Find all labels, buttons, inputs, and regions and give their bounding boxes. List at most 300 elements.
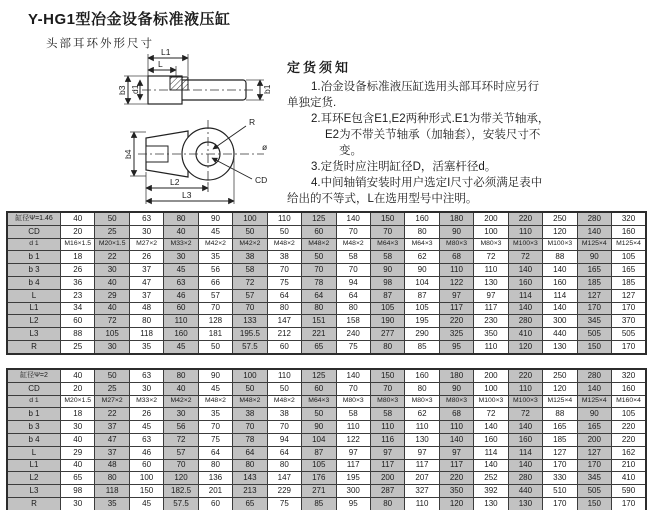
table-cell: 345 [577,315,611,328]
table-cell: 110 [474,340,508,353]
table-cell: 60 [267,340,301,353]
table-cell: 195 [405,315,439,328]
table-cell: 23 [61,289,95,302]
table-cell: 182.5 [164,485,198,498]
table-cell: 220 [508,369,542,382]
table-cell: 26 [61,264,95,277]
table-cell: 280 [508,472,542,485]
table-cell: 68 [439,251,473,264]
dim-label-b3: b3 [117,85,127,95]
table-cell: 40 [164,225,198,238]
table-cell: 195.5 [233,328,267,341]
table-cell: M16×1.5 [61,238,95,251]
table-cell: 180 [439,369,473,382]
table-cell: 180 [439,212,473,225]
table-cell: 160 [164,328,198,341]
table-cell: 117 [336,459,370,472]
table-cell: 64 [336,289,370,302]
table-cell: 62 [405,251,439,264]
table-cell: 70 [336,225,370,238]
table-cell: 57 [164,446,198,459]
row-label: b 1 [7,251,61,264]
table-cell: 50 [233,382,267,395]
table-cell: 220 [508,212,542,225]
table-cell: 50 [267,382,301,395]
table-cell: 125 [302,212,336,225]
notice-line: 1.冶金设备标准液压缸选用头部耳环时应另行 [311,81,540,93]
table-cell: 87 [405,289,439,302]
table-cell: 60 [129,459,163,472]
table-cell: 327 [405,485,439,498]
table-cell: 105 [405,302,439,315]
table-cell: M100×3 [474,395,508,408]
row-label: b 4 [7,276,61,289]
table-cell: 200 [370,472,404,485]
table-cell: 410 [612,472,647,485]
table-cell: 72 [95,315,129,328]
dim-label-d1: d1 [130,84,140,94]
row-label: b 1 [7,408,61,421]
table-cell: 30 [61,421,95,434]
table-cell: 63 [129,433,163,446]
table-cell: 280 [508,315,542,328]
table-cell: 170 [612,302,647,315]
table-row [7,382,646,395]
table-cell: 176 [302,472,336,485]
dim-label-b1: b1 [262,84,272,94]
table-cell: M80×3 [336,395,370,408]
table-cell: 50 [95,369,129,382]
table-cell: 140 [508,421,542,434]
table-cell: 170 [612,497,647,510]
table-cell: 150 [577,340,611,353]
table-cell: 195 [336,472,370,485]
table-cell: 118 [95,485,129,498]
table-cell: 45 [198,382,232,395]
table-cell: 30 [129,225,163,238]
table-cell: 88 [543,251,577,264]
table-cell: 170 [543,459,577,472]
row-label: L3 [7,328,61,341]
table-cell: 110 [164,315,198,328]
table-cell: 50 [95,212,129,225]
table-row [7,315,646,328]
table-cell: 127 [577,446,611,459]
table-cell: 190 [370,315,404,328]
table-cell: 62 [405,408,439,421]
table-cell: 40 [95,276,129,289]
table-cell: 25 [61,340,95,353]
table-cell: 78 [302,276,336,289]
row-label: L1 [7,302,61,315]
table-cell: 70 [267,264,301,277]
table-cell: 56 [198,264,232,277]
table-cell: 75 [336,340,370,353]
table-cell: 72 [233,276,267,289]
table-cell: 117 [439,302,473,315]
table-cell: 510 [543,485,577,498]
table-cell: 114 [474,446,508,459]
table-cell: 97 [439,289,473,302]
table-cell: 110 [508,382,542,395]
table-cell: 40 [164,382,198,395]
notice-line: 4.中间轴销安装时用户选定I尺寸必须满足表中 [311,177,543,189]
table-cell: 64 [267,446,301,459]
dim-label-cd: CD [255,175,268,185]
table-cell: 116 [370,433,404,446]
table-cell: 110 [439,421,473,434]
table-cell: 63 [129,369,163,382]
table-cell: 63 [129,212,163,225]
table-cell: 128 [198,315,232,328]
table-cell: 48 [129,302,163,315]
table-cell: 140 [543,302,577,315]
table-cell: 185 [577,276,611,289]
table-cell: 125 [302,369,336,382]
table-row [7,264,646,277]
table-cell: 130 [543,340,577,353]
table-cell: 136 [198,472,232,485]
table-cell: 590 [612,485,647,498]
table-cell: 210 [612,459,647,472]
table-cell: 150 [577,497,611,510]
row-label: L2 [7,472,61,485]
table-cell: 35 [129,340,163,353]
table-cell: 140 [439,433,473,446]
table-cell: 50 [267,225,301,238]
row-label: b 3 [7,264,61,277]
table-cell: 50 [233,225,267,238]
eye-ring-drawing [50,46,300,208]
table-cell: 29 [61,446,95,459]
table-cell: 72 [474,251,508,264]
table-cell: 104 [405,276,439,289]
table-cell: 70 [164,459,198,472]
table-cell: 38 [233,408,267,421]
header-row [7,369,646,382]
table-cell: 47 [129,276,163,289]
table-cell: 181 [198,328,232,341]
table-cell: 50 [198,340,232,353]
table-cell: 127 [577,289,611,302]
table-cell: M48×2 [336,238,370,251]
table-cell: 130 [508,497,542,510]
table-cell: M160×4 [612,395,647,408]
table-cell: 160 [508,433,542,446]
table-cell: 80 [164,212,198,225]
table-cell: 98 [370,276,404,289]
table-cell: 280 [577,212,611,225]
table-cell: 40 [95,302,129,315]
table-cell: M48×2 [198,395,232,408]
table-cell: 252 [474,472,508,485]
table-cell: 30 [61,497,95,510]
table-cell: 25 [95,225,129,238]
table-cell: 440 [508,485,542,498]
table-cell: 35 [198,251,232,264]
row-label: L2 [7,315,61,328]
table-cell: 90 [302,421,336,434]
row-label: b 3 [7,421,61,434]
table-cell: 440 [543,328,577,341]
table-cell: 165 [612,264,647,277]
table-cell: 162 [612,446,647,459]
table-cell: 40 [61,433,95,446]
table-cell: 56 [164,421,198,434]
table-cell: 95 [439,340,473,353]
table-cell: 90 [405,264,439,277]
table-cell: 30 [164,251,198,264]
table-cell: 60 [302,225,336,238]
table-cell: 80 [302,302,336,315]
table-cell: 114 [543,289,577,302]
table-cell: 90 [577,251,611,264]
table-cell: 46 [164,289,198,302]
table-cell: 65 [302,340,336,353]
table-cell: 230 [474,315,508,328]
table-cell: 88 [61,328,95,341]
table-cell: M80×3 [439,238,473,251]
table-cell: 57.5 [233,340,267,353]
table-cell: 120 [439,497,473,510]
corner-cell: 缸径Ψ=1.46 [7,212,61,225]
table-cell: 505 [612,328,647,341]
row-label: R [7,340,61,353]
table-cell: 110 [405,497,439,510]
table-cell: M100×3 [543,238,577,251]
table-cell: 38 [233,251,267,264]
table-cell: M100×3 [508,238,542,251]
table-cell: 64 [267,289,301,302]
table-row [7,238,646,251]
table-cell: 80 [267,302,301,315]
table-cell: 150 [370,212,404,225]
table-cell: 410 [508,328,542,341]
notice-line: 给出的不等式，L在选用型号中注明。 [287,193,478,205]
table-cell: 70 [233,302,267,315]
table-cell: 345 [577,472,611,485]
table-cell: 60 [61,315,95,328]
table-cell: 95 [336,497,370,510]
table-cell: 160 [543,276,577,289]
dim-label-r: R [249,117,256,127]
notice-line: 变。 [339,145,362,157]
spec-table-2 [6,368,647,510]
table-cell: M48×2 [267,395,301,408]
table-cell: 65 [61,472,95,485]
table-cell: 220 [439,472,473,485]
table-cell: M80×3 [439,395,473,408]
table-cell: 90 [370,264,404,277]
table-cell: M80×3 [405,395,439,408]
table-cell: 45 [164,340,198,353]
table-cell: 30 [95,340,129,353]
table-cell: 45 [129,497,163,510]
table-cell: M64×3 [370,238,404,251]
table-cell: 98 [61,485,95,498]
page-title: Y-HG1型冶金设备标准液压缸 [28,11,231,28]
table-cell: 90 [577,408,611,421]
table-cell: 110 [267,369,301,382]
table-cell: 97 [474,289,508,302]
table-row [7,340,646,353]
table-cell: 75 [267,497,301,510]
table-cell: M64×3 [405,238,439,251]
drawing-subtitle: 头部耳环外形尺寸 [46,38,154,50]
table-cell: 147 [267,472,301,485]
corner-cell: 缸径Ψ=2 [7,369,61,382]
table-cell: 58 [370,408,404,421]
table-cell: 97 [370,446,404,459]
table-cell: 35 [95,497,129,510]
table-cell: M42×2 [198,238,232,251]
table-cell: 37 [129,264,163,277]
table-cell: 100 [129,472,163,485]
table-cell: 350 [439,485,473,498]
table-cell: 37 [129,289,163,302]
row-label: d 1 [7,395,61,408]
table-cell: 64 [233,446,267,459]
table-cell: 110 [267,212,301,225]
table-row [7,395,646,408]
table-cell: 104 [302,433,336,446]
table-cell: 140 [508,302,542,315]
table-cell: 97 [336,446,370,459]
row-label: CD [7,382,61,395]
table-row [7,421,646,434]
table-row [7,289,646,302]
table-cell: 325 [439,328,473,341]
table-cell: 170 [612,340,647,353]
table-cell: M42×2 [164,395,198,408]
table-cell: 90 [439,382,473,395]
table-cell: M20×1.5 [61,395,95,408]
table-cell: 271 [302,485,336,498]
table-cell: 57.5 [164,497,198,510]
table-row [7,472,646,485]
table-cell: 350 [474,328,508,341]
spec-table-1 [6,211,647,355]
table-cell: 185 [612,276,647,289]
table-cell: 87 [302,446,336,459]
table-cell: 70 [198,421,232,434]
table-cell: 80 [95,472,129,485]
table-cell: 34 [61,302,95,315]
table-cell: 65 [233,497,267,510]
table-cell: 48 [95,459,129,472]
notice-line: E2为不带关节轴承（加轴套），安装尺寸不 [325,129,541,141]
table-row [7,328,646,341]
table-cell: 117 [405,459,439,472]
table-row [7,225,646,238]
table-cell: 29 [95,289,129,302]
table-cell: 140 [577,225,611,238]
table-cell: 63 [164,276,198,289]
table-cell: 130 [474,276,508,289]
table-cell: 118 [129,328,163,341]
table-cell: 220 [612,433,647,446]
table-cell: 120 [164,472,198,485]
table-cell: 80 [405,382,439,395]
table-cell: 505 [577,485,611,498]
table-cell: 130 [405,433,439,446]
table-cell: 505 [577,328,611,341]
table-cell: 140 [577,382,611,395]
table-cell: 97 [405,446,439,459]
table-cell: 287 [370,485,404,498]
table-cell: 140 [508,264,542,277]
table-cell: 160 [405,369,439,382]
order-notice-heading: 定货须知 [287,60,352,75]
table-cell: M125×4 [612,238,647,251]
table-cell: M27×2 [95,395,129,408]
table-cell: 105 [302,459,336,472]
order-notice [287,60,645,207]
table-cell: 117 [370,459,404,472]
table-cell: 58 [370,251,404,264]
row-label: CD [7,225,61,238]
table-row [7,497,646,510]
table-cell: 110 [370,421,404,434]
table-cell: 90 [198,369,232,382]
table-cell: 105 [612,251,647,264]
table-cell: 58 [336,251,370,264]
table-cell: 392 [474,485,508,498]
table-cell: 25 [95,382,129,395]
table-cell: 85 [302,497,336,510]
table-cell: 150 [129,485,163,498]
table-cell: 250 [543,369,577,382]
table-row [7,433,646,446]
table-cell: 370 [612,315,647,328]
table-cell: 140 [543,264,577,277]
table-cell: 40 [61,212,95,225]
table-cell: 277 [370,328,404,341]
table-cell: 165 [577,421,611,434]
table-cell: 80 [370,340,404,353]
table-row [7,302,646,315]
table-cell: 200 [474,369,508,382]
table-cell: 220 [612,421,647,434]
table-cell: 37 [95,421,129,434]
table-cell: M80×3 [474,238,508,251]
notice-line: 2.耳环E包含E1,E2两种形式.E1为带关节轴承， [311,113,550,125]
row-label: L [7,289,61,302]
table-cell: M125×4 [543,395,577,408]
table-cell: 140 [474,421,508,434]
table-cell: 201 [198,485,232,498]
table-cell: 160 [612,382,647,395]
table-cell: 200 [577,433,611,446]
table-cell: 80 [370,497,404,510]
table-cell: M33×2 [164,238,198,251]
table-cell: 100 [474,225,508,238]
table-cell: 290 [405,328,439,341]
table-cell: 140 [336,369,370,382]
dim-label-l1: L1 [161,47,171,57]
table-cell: 160 [508,276,542,289]
spec-table-psi-2 [6,368,647,510]
table-cell: 140 [474,459,508,472]
table-cell: 97 [439,446,473,459]
table-cell: 120 [543,382,577,395]
table-cell: 94 [267,433,301,446]
table-cell: 213 [233,485,267,498]
table-cell: 58 [336,408,370,421]
table-cell: 38 [267,408,301,421]
table-cell: 330 [543,472,577,485]
table-cell: 127 [612,289,647,302]
